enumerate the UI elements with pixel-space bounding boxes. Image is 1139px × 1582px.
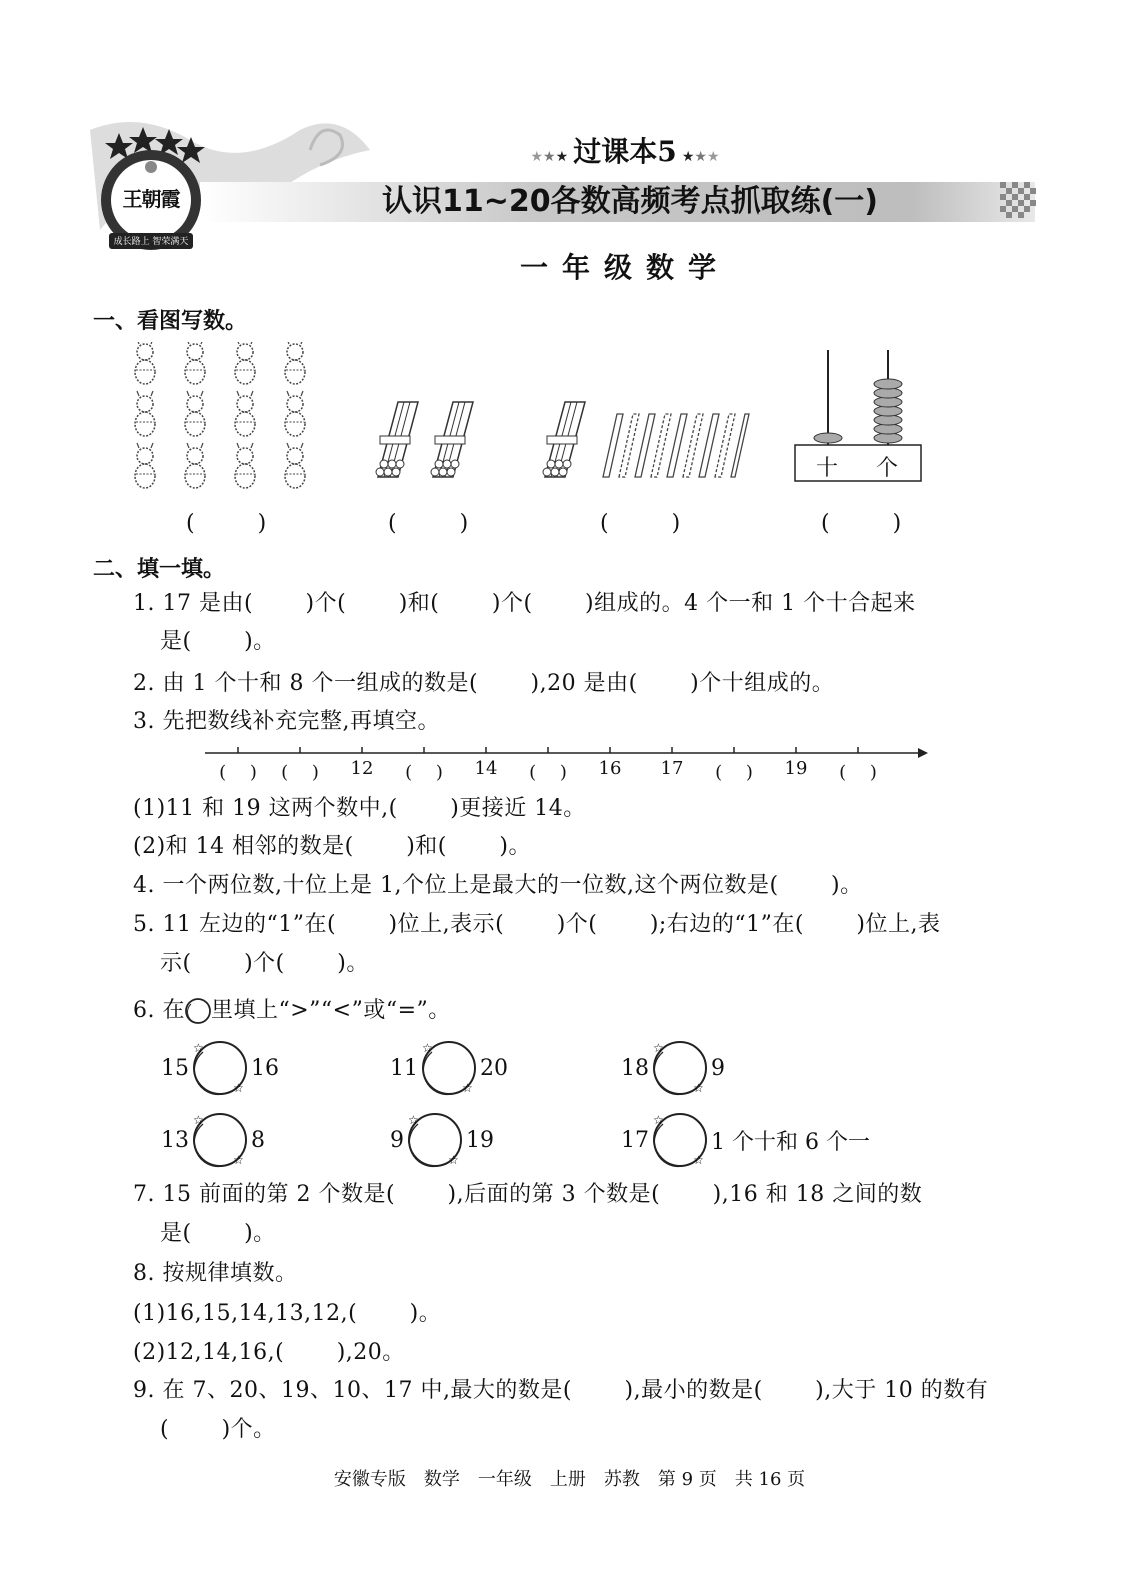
compare-circle-icon[interactable] bbox=[189, 1110, 251, 1170]
comparison-1 bbox=[161, 1038, 279, 1098]
comparison-left: 13 bbox=[161, 1127, 189, 1153]
question-9-line1: 9. 在 7、20、19、10、17 中,最大的数是( ),最小的数是( ),大于 10 的数有 bbox=[133, 1378, 989, 1403]
question-8: 8. 按规律填数。 bbox=[133, 1261, 298, 1286]
answer-blank-3[interactable]: ( ) bbox=[600, 511, 709, 536]
number-line-label[interactable]: ( ) bbox=[839, 762, 877, 783]
svg-text:☆: ☆ bbox=[193, 1113, 204, 1127]
star-icon: ★ bbox=[530, 149, 544, 165]
question-5-line2: 示( )个( )。 bbox=[160, 951, 369, 976]
svg-text:☆: ☆ bbox=[693, 1081, 704, 1095]
logo-badge bbox=[95, 125, 207, 255]
question-9-line2: ( )个。 bbox=[160, 1417, 276, 1442]
number-line-label[interactable]: ( ) bbox=[405, 762, 443, 783]
star-icon: ★ bbox=[555, 149, 569, 165]
page-subtitle: 一年级数学 bbox=[519, 251, 730, 284]
compare-circle-icon[interactable] bbox=[404, 1110, 466, 1170]
question-3: 3. 先把数线补充完整,再填空。 bbox=[133, 709, 440, 734]
header bbox=[0, 0, 1139, 300]
logo-name: 王朝霞 bbox=[122, 187, 180, 211]
abacus-picture bbox=[792, 345, 924, 485]
number-line-label[interactable]: ( ) bbox=[529, 762, 567, 783]
question-4: 4. 一个两位数,十位上是 1,个位上是最大的一位数,这个两位数是( )。 bbox=[133, 873, 863, 898]
question-3-2: (2)和 14 相邻的数是( )和( )。 bbox=[133, 834, 531, 859]
comparison-2 bbox=[390, 1038, 508, 1098]
svg-text:☆: ☆ bbox=[653, 1041, 664, 1055]
loose-sticks bbox=[603, 414, 749, 477]
bundle-icon bbox=[376, 402, 418, 477]
comparison-right: 8 bbox=[251, 1127, 265, 1153]
checker-pattern bbox=[1000, 182, 1036, 222]
compare-circle-icon bbox=[183, 996, 213, 1026]
question-2: 2. 由 1 个十和 8 个一组成的数是( ),20 是由( )个十组成的。 bbox=[133, 671, 835, 696]
comparison-5 bbox=[390, 1110, 494, 1170]
comparison-6 bbox=[621, 1110, 870, 1170]
question-1-line2: 是( )。 bbox=[160, 629, 276, 654]
bee-icon bbox=[135, 342, 155, 384]
number-line-label[interactable]: ( ) bbox=[281, 762, 319, 783]
stick-bundles-picture bbox=[368, 392, 498, 487]
svg-text:☆: ☆ bbox=[462, 1081, 473, 1095]
question-7-line2: 是( )。 bbox=[160, 1221, 276, 1246]
section2-heading: 二、填一填。 bbox=[93, 557, 226, 582]
star-icon: ★ bbox=[543, 149, 556, 165]
svg-text:☆: ☆ bbox=[653, 1113, 664, 1127]
comparison-right: 1 个十和 6 个一 bbox=[711, 1129, 870, 1155]
comparison-left: 17 bbox=[621, 1127, 649, 1153]
question-7-line1: 7. 15 前面的第 2 个数是( ),后面的第 3 个数是( ),16 和 18 之间的数 bbox=[133, 1182, 923, 1207]
section1-heading: 一、看图写数。 bbox=[93, 309, 248, 334]
comparison-right: 19 bbox=[466, 1127, 494, 1153]
comparison-3 bbox=[621, 1038, 725, 1098]
comparison-left: 11 bbox=[390, 1055, 418, 1081]
comparison-left: 15 bbox=[161, 1055, 189, 1081]
number-line-label: 19 bbox=[784, 758, 808, 779]
question-6-prefix: 6. 在 bbox=[133, 998, 185, 1023]
answer-blank-4[interactable]: ( ) bbox=[821, 511, 930, 536]
number-line-label: 17 bbox=[660, 758, 684, 779]
series-row bbox=[500, 130, 750, 170]
abacus-ones-label: 个 bbox=[876, 456, 899, 481]
compare-circle-icon[interactable] bbox=[649, 1110, 711, 1170]
comparison-right: 16 bbox=[251, 1055, 279, 1081]
logo-slogan: 成长路上 智荣满天 bbox=[113, 237, 189, 247]
answer-blank-2[interactable]: ( ) bbox=[388, 511, 497, 536]
question-8-2: (2)12,14,16,( ),20。 bbox=[133, 1340, 405, 1365]
svg-text:☆: ☆ bbox=[233, 1153, 244, 1167]
number-line-label: 12 bbox=[350, 758, 374, 779]
comparison-right: 20 bbox=[480, 1055, 508, 1081]
svg-text:☆: ☆ bbox=[193, 1041, 204, 1055]
comparison-left: 9 bbox=[390, 1127, 404, 1153]
question-8-1: (1)16,15,14,13,12,( )。 bbox=[133, 1301, 442, 1326]
question-5-line1: 5. 11 左边的“1”在( )位上,表示( )个( );右边的“1”在( )位上,表 bbox=[133, 912, 941, 937]
star-icon: ★ bbox=[706, 149, 720, 165]
question-3-1: (1)11 和 19 这两个数中,( )更接近 14。 bbox=[133, 796, 586, 821]
comparison-left: 18 bbox=[621, 1055, 649, 1081]
svg-text:☆: ☆ bbox=[448, 1153, 459, 1167]
page-footer: 安徽专版 数学 一年级 上册 苏教 第 9 页 共 16 页 bbox=[333, 1469, 806, 1490]
number-line-label[interactable]: ( ) bbox=[715, 762, 753, 783]
svg-text:☆: ☆ bbox=[408, 1113, 419, 1127]
comparison-right: 9 bbox=[711, 1055, 725, 1081]
bee-picture bbox=[125, 342, 325, 497]
star-icon: ★ bbox=[694, 149, 707, 165]
star-icon: ★ bbox=[681, 149, 695, 165]
series-label: 过课本5 bbox=[573, 135, 677, 168]
svg-text:☆: ☆ bbox=[233, 1081, 244, 1095]
compare-circle-icon[interactable] bbox=[189, 1038, 251, 1098]
number-line-label[interactable]: ( ) bbox=[219, 762, 257, 783]
question-6 bbox=[133, 996, 451, 1026]
svg-text:☆: ☆ bbox=[422, 1041, 433, 1055]
number-line-label: 14 bbox=[474, 758, 498, 779]
question-1-line1: 1. 17 是由( )个( )和( )个( )组成的。4 个一和 1 个十合起来 bbox=[133, 591, 916, 616]
answer-blank-1[interactable]: ( ) bbox=[186, 511, 295, 536]
question-6-suffix: 里填上“>”“<”或“=”。 bbox=[210, 998, 451, 1023]
number-line-label: 16 bbox=[598, 758, 622, 779]
bundle-and-sticks-picture bbox=[535, 392, 750, 487]
comparison-4 bbox=[161, 1110, 265, 1170]
compare-circle-icon[interactable] bbox=[649, 1038, 711, 1098]
abacus-tens-label: 十 bbox=[816, 456, 839, 481]
svg-text:☆: ☆ bbox=[693, 1153, 704, 1167]
compare-circle-icon[interactable] bbox=[418, 1038, 480, 1098]
page-title: 认识11~20各数高频考点抓取练(一) bbox=[381, 184, 879, 219]
